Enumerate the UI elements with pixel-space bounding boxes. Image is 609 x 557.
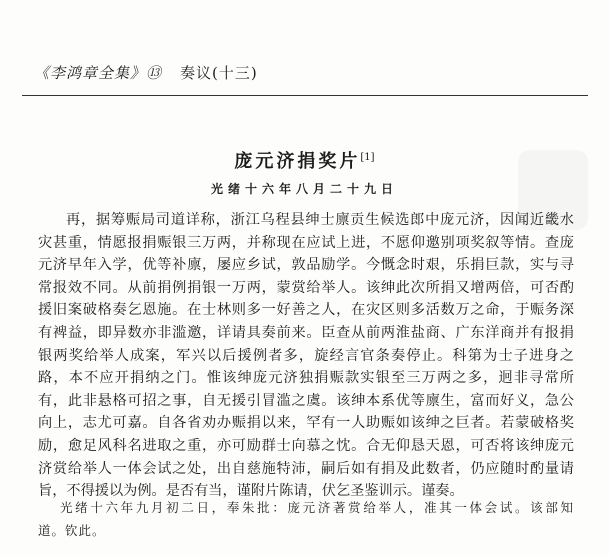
volume-title: 奏议(十三) [180, 64, 258, 82]
body-line: 元济早年入学，优等补廪，屡应乡试，敦品励学。今慨念时艰，乐捐巨款，实与寻 [38, 257, 574, 274]
document-title [0, 147, 609, 173]
body-line: 旨，不得援以为例。是否有当，谨附片陈请，伏乞圣鉴训示。谨奏。 [38, 483, 464, 500]
body-line: 励，愈足风科名进取之重，亦可励群士向慕之忱。合无仰恳天恩，可否将该绅庞元 [38, 437, 574, 454]
document-title-text: 庞元济捐奖片 [234, 151, 361, 172]
body-line: 有裨益，即异数亦非滥邀，详请具奏前来。臣查从前两淮盐商、广东洋商并有报捐 [38, 324, 574, 341]
edict-line: 道。钦此。 [38, 523, 106, 538]
body-line: 银两奖给举人成案，军兴以后援例者多，旋经言官条奏停止。科第为士子进身之 [38, 347, 574, 364]
body-line: 灾甚重，情愿报捐赈银三万两，并称现在应试上进，不愿仰邀别项奖叙等情。查庞 [38, 234, 574, 251]
body-line: 路，本不应开捐纳之门。惟该绅庞元济独捐赈款实银至三万两之多，迥非寻常所 [38, 370, 574, 387]
document-date: 光绪十六年八月二十九日 [210, 182, 398, 196]
body-line: 济赏给举人一体会试之处，出自慈施特沛，嗣后如有捐及此数者，仍应随时酌量请 [38, 460, 574, 477]
book-title: 《李鸿章全集》⑬ [34, 64, 163, 82]
body-line: 常报效不同。从前捐例捐银一万两，蒙赏给举人。该绅此次所捐又增两倍，可否酌 [38, 279, 574, 296]
body-line: 有，此非悬格可招之事，自无援引冒滥之虞。该绅本系优等廪生，富而好义，急公 [38, 392, 574, 409]
memorial-body [38, 209, 574, 503]
header-divider [22, 95, 588, 96]
body-line: 向上，志尤可嘉。自各省劝办赈捐以来，罕有一人助赈如该绅之巨者。若蒙破格奖 [38, 415, 574, 432]
running-header [34, 62, 258, 83]
body-line: 再，据筹赈局司道详称，浙江乌程县绅士廪贡生候选郎中庞元济，因闻近畿水 [66, 212, 574, 228]
footnote-marker[interactable]: [1] [360, 152, 375, 163]
edict-line: 光绪十六年九月初二日，奉朱批：庞元济著赏给举人，准其一体会试。该部知 [60, 500, 574, 515]
body-line: 援旧案破格奏乞恩施。在士林则多一好善之人，在灾区则多活数万之命，于赈务深 [38, 302, 574, 319]
imperial-rescript [38, 496, 574, 542]
